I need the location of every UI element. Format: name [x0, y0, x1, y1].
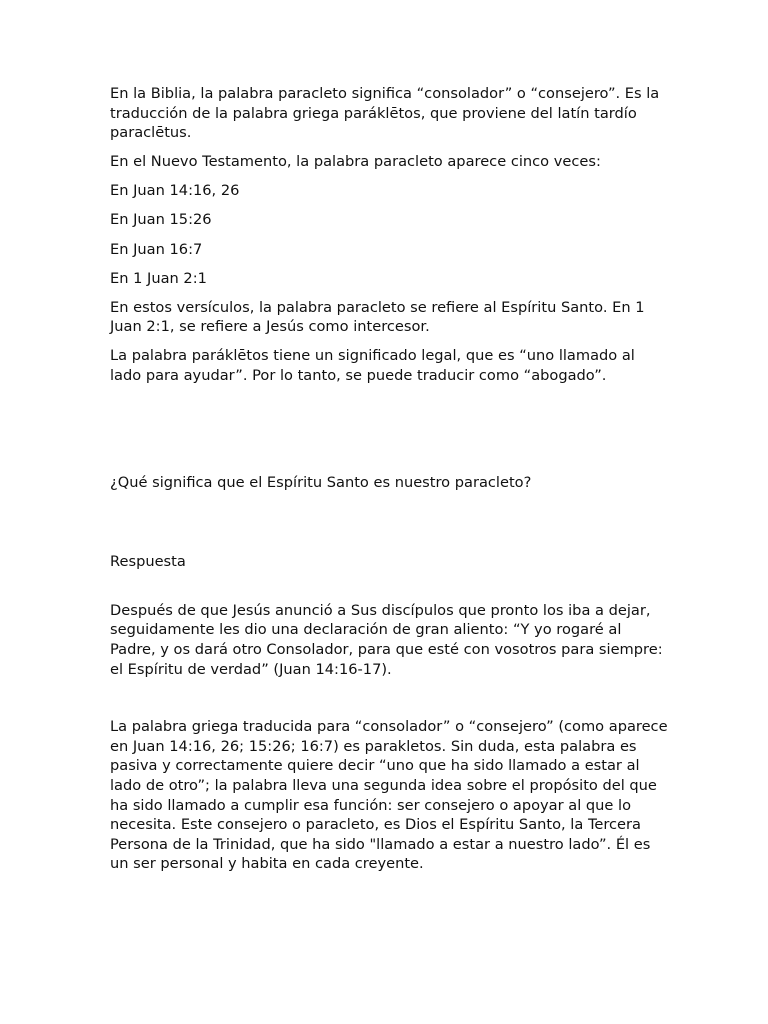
answer-heading: Respuesta [110, 553, 186, 571]
reference-item: En 1 Juan 2:1 [110, 269, 207, 287]
intro-paragraph-occurrences: En el Nuevo Testamento, la palabra paracleto aparece cinco veces: [110, 153, 601, 171]
intro-paragraph-definition: En la Biblia, la palabra paracleto significa “consolador” o “consejero”. Es la traducción de la palabra griega paráklētos, que proviene del latín tardío paraclētus. [110, 85, 660, 142]
document-page [110, 84, 670, 883]
reference-item: En Juan 16:7 [110, 240, 203, 258]
reference-item: En Juan 14:16, 26 [110, 182, 240, 200]
reference-item: En Juan 15:26 [110, 211, 212, 229]
answer-paragraph-announcement: Después de que Jesús anunció a Sus discípulos que pronto los iba a dejar, seguidamente les dio una declaración de gran aliento: “Y yo rogaré al Padre, y os dará otro Consolador, para que esté con vosotros para siempre: el Espíritu de verdad” (Juan 14:16-17). [110, 601, 663, 678]
intro-paragraph-legal: La palabra paráklētos tiene un significado legal, que es “uno llamado al lado para ayudar”. Por lo tanto, se puede traducir como “abogado”. [110, 347, 635, 385]
section-question: ¿Qué significa que el Espíritu Santo es nuestro paracleto? [110, 473, 532, 491]
answer-paragraph-greek-word: La palabra griega traducida para “consolador” o “consejero” (como aparece en Juan 14:16, 26; 15:26; 16:7) es parakletos. Sin duda, esta palabra es pasiva y correctamente quiere decir “uno que ha sido llamado a estar al lado de otro”; la palabra lleva una segunda idea sobre el propósito del que ha sido llamado a cumplir esa función: ser consejero o apoyar al que lo necesita. Este consejero o paracleto, es Dios el Espíritu Santo, la Tercera Persona de la Trinidad, que ha sido "llamado a estar a nuestro lado”. Él es un ser personal y habita en cada creyente. [110, 718, 668, 873]
intro-paragraph-meaning: En estos versículos, la palabra paracleto se refiere al Espíritu Santo. En 1 Juan 2:1, se refiere a Jesús como intercesor. [110, 298, 645, 336]
